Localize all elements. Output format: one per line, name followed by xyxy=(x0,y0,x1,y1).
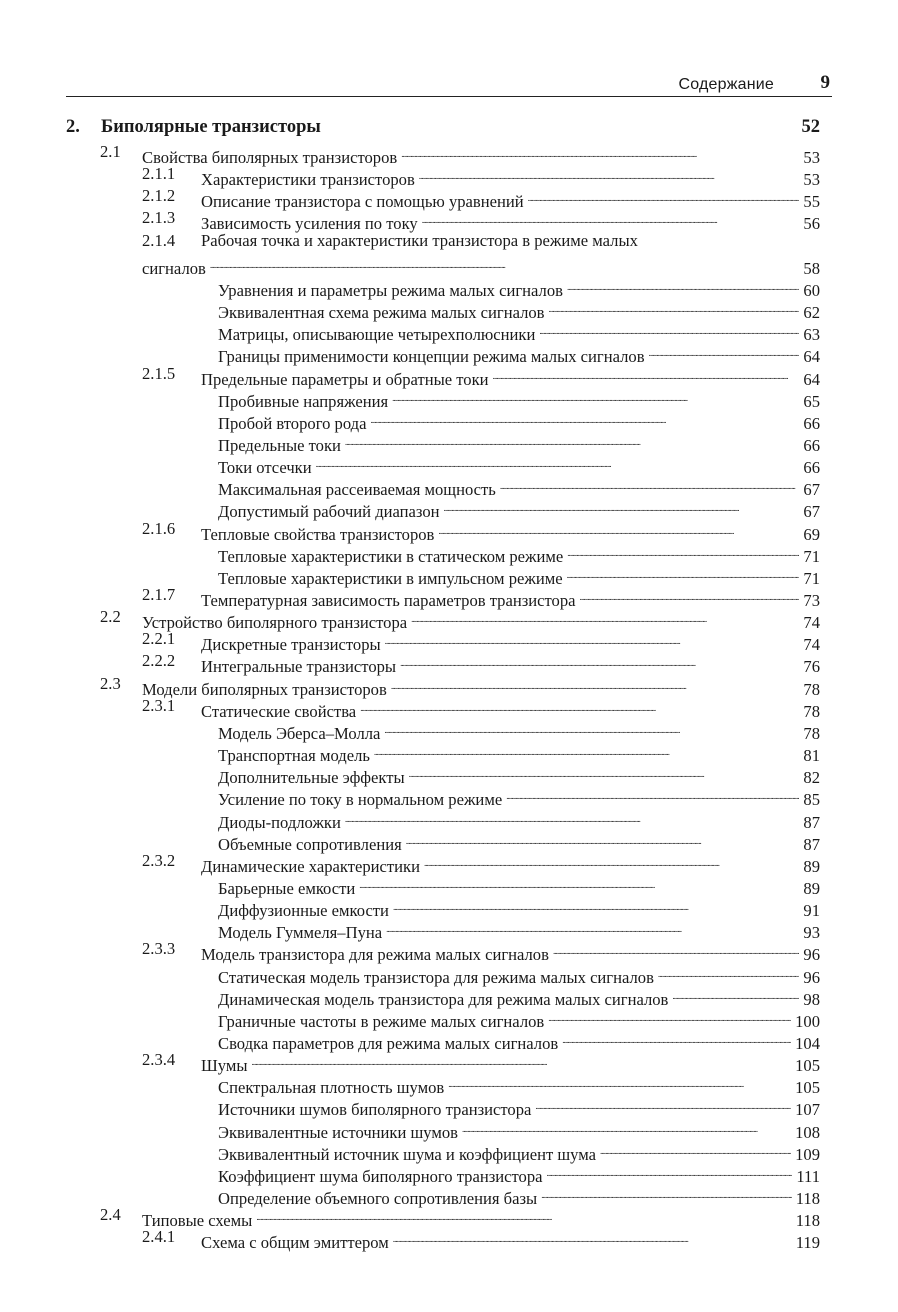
dot-leader xyxy=(528,185,800,207)
toc-entry-title: Предельные параметры и обратные токи xyxy=(201,369,489,389)
toc-entry-page: 98 xyxy=(803,989,820,1009)
toc-entry-title: Температурная зависимость параметров транзистора xyxy=(201,591,576,610)
dot-leader xyxy=(422,207,800,229)
toc-entry-page: 104 xyxy=(795,1034,820,1053)
toc-entry-number: 2.2.2 xyxy=(142,651,176,671)
dot-leader xyxy=(548,1005,791,1027)
dot-leader xyxy=(448,1071,791,1093)
toc-entry-number: 2.1.4 xyxy=(142,230,176,250)
toc-entry-title: Зависимость усиления по току xyxy=(201,214,418,234)
chapter-title: Биполярные транзисторы xyxy=(101,117,321,137)
toc-entry-title: Статические свойства xyxy=(201,701,357,721)
chapter-heading[interactable] xyxy=(66,116,820,138)
toc-entry-title: Рабочая точка и характеристики транзистора в режиме малых xyxy=(201,230,638,250)
toc-entry-title: Устройство биполярного транзистора xyxy=(142,613,408,633)
toc-entry-title: Статическая модель транзистора для режима малых сигналов xyxy=(218,967,654,987)
toc-entry-title: Граничные частоты в режиме малых сигналов xyxy=(218,1011,545,1031)
toc-entry-page: 67 xyxy=(803,480,820,500)
toc-entry-page: 63 xyxy=(803,325,820,345)
toc-entry[interactable] xyxy=(0,1116,898,1142)
toc-entry-title: Описание транзистора с помощью уравнений xyxy=(201,192,524,212)
toc-entry-page: 91 xyxy=(803,901,820,921)
toc-entry-page: 66 xyxy=(803,435,820,455)
toc-entry-title: Эквивалентные источники шумов xyxy=(218,1122,459,1142)
toc-entry-number: 2.3 xyxy=(100,673,121,693)
toc-entry-number: 2.1 xyxy=(100,142,121,161)
dot-leader xyxy=(567,562,800,584)
toc-entry-page: 96 xyxy=(803,945,820,965)
toc-entry[interactable] xyxy=(0,473,898,500)
toc-entry-page: 78 xyxy=(803,701,820,721)
toc-entry-title: Пробой второго рода xyxy=(218,413,367,433)
header-page-number: 9 xyxy=(820,72,830,93)
toc-entry[interactable] xyxy=(0,407,898,433)
dot-leader xyxy=(386,916,799,938)
toc-entry[interactable] xyxy=(0,562,898,588)
dot-leader xyxy=(462,1116,791,1138)
toc-entry-title: Дополнительные эффекты xyxy=(218,768,405,788)
dot-leader xyxy=(600,1138,791,1160)
toc-entry[interactable] xyxy=(0,318,898,345)
toc-entry-page: 67 xyxy=(803,502,820,522)
toc-entry[interactable] xyxy=(0,340,898,367)
toc-entry[interactable] xyxy=(0,1226,898,1253)
toc-entry-title: Предельные токи xyxy=(218,435,341,455)
toc-entry-title: Пробивные напряжения xyxy=(218,391,389,411)
toc-entry-page: 96 xyxy=(803,967,820,987)
toc-entry[interactable] xyxy=(0,1027,898,1053)
toc-entry[interactable] xyxy=(0,230,898,252)
toc-entry[interactable] xyxy=(0,584,898,610)
dot-leader xyxy=(535,1093,791,1115)
toc-entry-number: 2.3.1 xyxy=(142,695,176,715)
dot-leader xyxy=(567,274,799,296)
toc-entry[interactable] xyxy=(0,828,898,854)
toc-entry-title: Тепловые свойства транзисторов xyxy=(201,524,435,544)
toc-entry[interactable] xyxy=(0,961,898,987)
toc-entry-page: 82 xyxy=(803,768,820,788)
toc-entry[interactable] xyxy=(0,385,898,411)
toc-entry-page: 108 xyxy=(795,1122,820,1142)
toc-entry[interactable] xyxy=(0,1071,898,1098)
toc-entry-page: 56 xyxy=(803,214,820,234)
dot-leader xyxy=(424,850,799,872)
toc-entry-title: Максимальная рассеиваемая мощность xyxy=(218,480,496,500)
toc-entry-title: Модель транзистора для режима малых сигналов xyxy=(201,945,549,965)
dot-leader xyxy=(345,806,800,828)
dot-leader xyxy=(444,495,800,517)
toc-entry-page: 89 xyxy=(803,856,820,876)
dot-leader xyxy=(493,363,800,385)
dot-leader xyxy=(251,1049,791,1071)
toc-entry[interactable] xyxy=(0,141,898,167)
toc-entry-title: Динамические характеристики xyxy=(201,856,420,876)
dot-leader xyxy=(649,340,800,362)
toc-entry-page: 71 xyxy=(803,568,820,588)
dot-leader xyxy=(359,872,799,894)
dot-leader xyxy=(438,518,799,540)
toc-entry[interactable] xyxy=(0,983,898,1009)
toc-entry[interactable] xyxy=(0,495,898,522)
dot-leader xyxy=(400,650,799,672)
dot-leader xyxy=(562,1027,791,1049)
toc-entry-number: 2.3.2 xyxy=(142,850,176,870)
dot-leader xyxy=(567,540,799,562)
toc-entry-title: Сводка параметров для режима малых сигналов xyxy=(218,1034,559,1053)
toc-entry-page: 111 xyxy=(796,1166,820,1186)
toc-entry-page: 74 xyxy=(803,635,820,655)
dot-leader xyxy=(256,1204,791,1226)
toc-entry[interactable] xyxy=(0,185,898,212)
toc-entry[interactable] xyxy=(0,1160,898,1186)
toc-entry-title: Барьерные емкости xyxy=(218,878,356,898)
toc-entry-title: Эквивалентный источник шума и коэффициент шума xyxy=(218,1144,596,1164)
toc-entry-number: 2.1.2 xyxy=(142,186,176,206)
toc-entry-number: 2.4.1 xyxy=(142,1227,176,1247)
toc-entry-page: 100 xyxy=(795,1011,820,1031)
toc-entry-title: Допустимый рабочий диапазон xyxy=(218,502,440,522)
toc-entry-title: Объемные сопротивления xyxy=(218,834,402,854)
toc-entry-title: Характеристики транзисторов xyxy=(201,170,415,190)
toc-entry-page: 87 xyxy=(803,812,820,832)
toc-entry-title: Спектральная плотность шумов xyxy=(218,1078,445,1098)
toc-entry[interactable] xyxy=(0,274,898,300)
dot-leader xyxy=(549,296,800,318)
toc-entry-title: Усиление по току в нормальном режиме xyxy=(218,790,503,810)
toc-entry-number: 2.2 xyxy=(100,607,121,627)
toc-entry[interactable] xyxy=(0,518,898,544)
toc-entry-title: Диффузионные емкости xyxy=(218,901,389,921)
toc-entry[interactable] xyxy=(0,207,898,234)
toc-entry[interactable] xyxy=(0,606,898,633)
toc-entry-title: Свойства биполярных транзисторов xyxy=(142,148,398,167)
toc-entry-title-continued: сигналов xyxy=(142,258,206,278)
toc-entry-page: 58 xyxy=(803,258,820,278)
toc-entry-page: 76 xyxy=(803,657,820,677)
toc-entry-title: Коэффициент шума биполярного транзистора xyxy=(218,1166,543,1186)
dot-leader xyxy=(392,385,799,407)
toc-entry[interactable] xyxy=(0,717,898,743)
toc-entry-page: 71 xyxy=(803,546,820,566)
dot-leader xyxy=(393,894,799,916)
toc-entry-title: Токи отсечки xyxy=(218,458,312,478)
toc-entry[interactable] xyxy=(0,894,898,921)
dot-leader xyxy=(385,628,800,650)
toc-entry[interactable] xyxy=(0,1049,898,1076)
toc-entry[interactable] xyxy=(0,806,898,832)
toc-entry[interactable] xyxy=(0,540,898,566)
toc-entry-page: 107 xyxy=(795,1100,820,1120)
toc-entry[interactable] xyxy=(0,1005,898,1031)
toc-entry-number: 2.1.6 xyxy=(142,518,176,538)
toc-entry-title: Модель Эберса–Молла xyxy=(218,723,381,743)
chapter-page: 52 xyxy=(801,117,820,137)
toc-entry-title: Модели биполярных транзисторов xyxy=(142,679,387,699)
toc-entry-page: 118 xyxy=(795,1211,820,1231)
toc-entry[interactable] xyxy=(0,296,898,323)
toc-entry-number: 2.3.4 xyxy=(142,1050,176,1070)
toc-entry-page: 119 xyxy=(795,1233,820,1253)
toc-entry[interactable] xyxy=(0,938,898,965)
toc-entry[interactable] xyxy=(0,761,898,788)
toc-entry[interactable] xyxy=(0,850,898,876)
dot-leader xyxy=(384,717,799,739)
toc-entry-page: 64 xyxy=(803,347,820,367)
toc-entry[interactable] xyxy=(0,628,898,655)
toc-entry-page: 87 xyxy=(803,834,820,854)
toc-entry-title: Интегральные транзисторы xyxy=(201,657,397,677)
toc-entry[interactable] xyxy=(0,163,898,190)
toc-entry-page: 62 xyxy=(803,303,820,323)
toc-entry-page: 64 xyxy=(803,369,820,389)
toc-entry-number: 2.2.1 xyxy=(142,629,176,649)
toc-entry[interactable] xyxy=(0,673,898,699)
dot-leader xyxy=(345,429,800,451)
dot-leader xyxy=(411,606,799,628)
toc-entry[interactable] xyxy=(0,783,898,810)
toc-entry-page: 105 xyxy=(795,1056,820,1076)
dot-leader xyxy=(539,318,799,340)
toc-entry-title: Границы применимости концепции режима малых сигналов xyxy=(218,347,645,367)
toc-entry-page: 73 xyxy=(803,591,820,610)
dot-leader xyxy=(541,1182,792,1204)
toc-entry-number: 2.1.5 xyxy=(142,363,176,383)
toc-entry[interactable] xyxy=(0,1182,898,1209)
toc-entry[interactable] xyxy=(0,1204,898,1231)
toc-entry-number: 2.3.3 xyxy=(142,939,176,959)
toc-entry-title: Тепловые характеристики в импульсном режиме xyxy=(218,568,563,588)
dot-leader xyxy=(360,695,799,717)
toc-entry-page: 78 xyxy=(803,679,820,699)
toc-entry-title: Определение объемного сопротивления базы xyxy=(218,1189,538,1209)
toc-entry-title: Транспортная модель xyxy=(218,746,370,766)
toc-entry-page: 85 xyxy=(803,790,820,810)
toc-entry-page: 60 xyxy=(803,280,820,300)
toc-entry-title: Источники шумов биполярного транзистора xyxy=(218,1100,532,1120)
toc-entry-title: Эквивалентная схема режима малых сигналов xyxy=(218,303,545,323)
toc-entry-continuation[interactable] xyxy=(0,252,898,278)
toc-entry-page: 53 xyxy=(803,170,820,190)
dot-leader xyxy=(393,1226,792,1248)
toc-entry[interactable] xyxy=(0,916,898,943)
chapter-number: 2. xyxy=(66,117,80,137)
toc-entry[interactable] xyxy=(0,872,898,898)
toc-entry[interactable] xyxy=(0,363,898,389)
toc-entry-number: 2.1.1 xyxy=(142,164,176,184)
dot-leader xyxy=(580,584,800,606)
toc-entry-page: 69 xyxy=(803,524,820,544)
dot-leader xyxy=(406,828,800,850)
dot-leader xyxy=(500,473,800,495)
dot-leader xyxy=(374,739,799,761)
toc-entry-page: 118 xyxy=(795,1189,820,1209)
toc-entry-title: Модель Гуммеля–Пуна xyxy=(218,923,383,943)
dot-leader xyxy=(316,451,800,473)
toc-entry-page: 93 xyxy=(803,923,820,943)
toc-entry[interactable] xyxy=(0,650,898,677)
toc-entry-page: 66 xyxy=(803,458,820,478)
toc-entry-page: 105 xyxy=(795,1078,820,1098)
dot-leader xyxy=(506,783,799,805)
dot-leader xyxy=(547,1160,793,1182)
toc-entry-page: 89 xyxy=(803,878,820,898)
toc-entry-number: 2.1.3 xyxy=(142,208,176,228)
dot-leader xyxy=(419,163,800,185)
toc-entry[interactable] xyxy=(0,1093,898,1120)
toc-entry-title: Диоды-подложки xyxy=(218,812,341,832)
toc-entry[interactable] xyxy=(0,451,898,478)
dot-leader xyxy=(370,407,799,429)
toc-entry[interactable] xyxy=(0,429,898,455)
toc-entry-title: Шумы xyxy=(201,1056,248,1076)
toc-entry-page: 81 xyxy=(803,746,820,766)
toc-entry-page: 65 xyxy=(803,391,820,411)
dot-leader xyxy=(210,252,800,274)
dot-leader xyxy=(672,983,799,1005)
dot-leader xyxy=(553,938,799,960)
toc-entry-page: 74 xyxy=(803,613,820,633)
toc-entry-title: Тепловые характеристики в статическом режиме xyxy=(218,546,564,566)
toc-entry-title: Дискретные транзисторы xyxy=(201,635,381,655)
toc-entry-page: 66 xyxy=(803,413,820,433)
toc-entry-title: Уравнения и параметры режима малых сигналов xyxy=(218,280,563,300)
toc-entry-title: Матрицы, описывающие четырехполюсники xyxy=(218,325,536,345)
dot-leader xyxy=(658,961,799,983)
toc-entry-page: 78 xyxy=(803,723,820,743)
toc-entry-page: 55 xyxy=(803,192,820,212)
header-title: Содержание xyxy=(678,76,774,93)
dot-leader xyxy=(391,673,800,695)
toc-entry-title: Динамическая модель транзистора для режима малых сигналов xyxy=(218,989,669,1009)
toc-entry[interactable] xyxy=(0,695,898,721)
toc-entry-page: 109 xyxy=(795,1144,820,1164)
dot-leader xyxy=(409,761,800,783)
toc-entry[interactable] xyxy=(0,739,898,766)
toc-entry-number: 2.1.7 xyxy=(142,585,176,604)
toc-entry-title: Типовые схемы xyxy=(142,1211,253,1231)
toc-entry-number: 2.4 xyxy=(100,1205,121,1225)
toc-entry-title: Схема с общим эмиттером xyxy=(201,1233,389,1253)
toc-entry-page: 53 xyxy=(803,148,820,167)
dot-leader xyxy=(401,141,799,163)
toc-entry[interactable] xyxy=(0,1138,898,1164)
